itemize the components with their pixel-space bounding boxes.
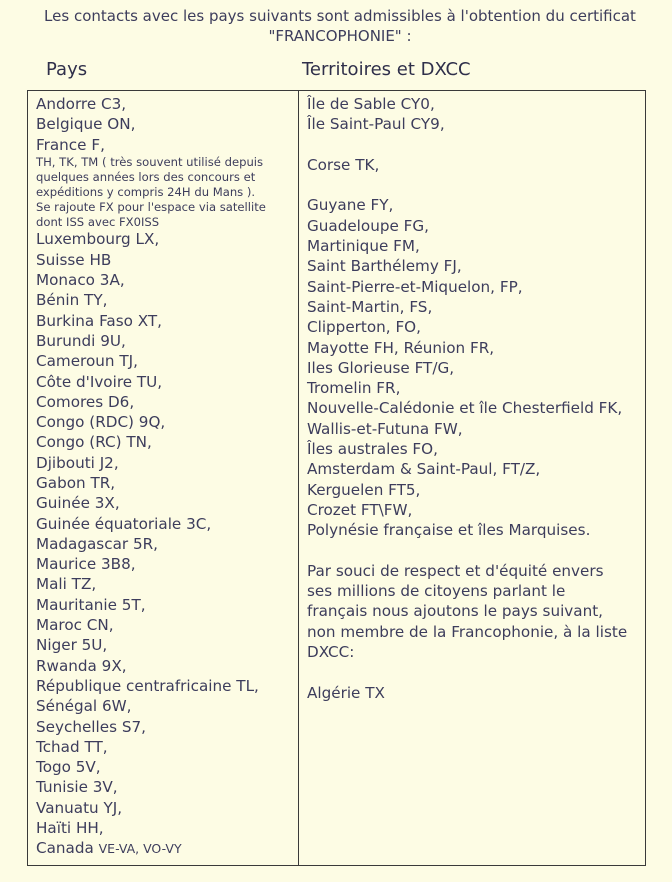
country-item: Maroc CN, [36, 616, 114, 635]
country-item: Guinée équatoriale 3C, [36, 514, 212, 533]
territory-item: Saint Barthélemy FJ, [307, 257, 462, 276]
country-item: Mauritanie 5T, [36, 595, 146, 614]
country-item: Monaco 3A, [36, 271, 125, 290]
country-item: Rwanda 9X, [36, 656, 127, 675]
territory-item: Amsterdam & Saint-Paul, FT/Z, [307, 460, 541, 479]
country-item: Sénégal 6W, [36, 697, 132, 716]
country-item: Niger 5U, [36, 636, 108, 655]
respect-line: DXCC: [307, 643, 355, 662]
territory-item: Guyane FY, [307, 196, 394, 215]
france-prefix-note [36, 155, 294, 230]
canada-prefixes: VE-VA, VO-VY [98, 841, 182, 857]
country-item: Maurice 3B8, [36, 555, 136, 574]
header-countries: Pays [46, 59, 88, 80]
respect-line: non membre de la Francophonie, à la liste [307, 622, 628, 641]
territory-item: Saint-Martin, FS, [307, 297, 433, 316]
country-item: Congo (RC) TN, [36, 433, 152, 452]
territory-item: Corse TK, [307, 155, 380, 174]
column-divider [298, 91, 299, 865]
column-headers [0, 58, 672, 86]
territory-item: Mayotte FH, Réunion FR, [307, 338, 495, 357]
canada-name: Canada [36, 839, 94, 858]
note-line: quelques années lors des concours et [36, 169, 256, 184]
territory-item: Île Saint-Paul CY9, [307, 115, 445, 134]
territory-item: Polynésie française et îles Marquises. [307, 521, 591, 540]
respect-line: Par souci de respect et d'équité envers [307, 561, 604, 580]
country-item: Belgique ON, [36, 115, 136, 134]
country-item: République centrafricaine TL, [36, 676, 259, 695]
intro-line-2: "FRANCOPHONIE" : [268, 27, 412, 45]
territory-item: Nouvelle-Calédonie et île Chesterfield FK, [307, 399, 623, 418]
country-item: Burkina Faso XT, [36, 311, 162, 330]
respect-line: ses millions de citoyens parlant le [307, 582, 566, 601]
country-item: Cameroun TJ, [36, 352, 138, 371]
spacer [307, 662, 643, 682]
country-item: Tchad TT, [36, 737, 108, 756]
country-item: Tunisie 3V, [36, 778, 118, 797]
intro-line-1: Les contacts avec les pays suivants sont admissibles à l'obtention du certificat [44, 7, 636, 25]
country-item: Djibouti J2, [36, 453, 119, 472]
country-item: Madagascar 5R, [36, 534, 158, 553]
territory-item: Tromelin FR, [307, 379, 401, 398]
note-line: dont ISS avec FX0ISS [36, 214, 160, 229]
country-item: Comores D6, [36, 392, 135, 411]
country-item: Côte d'Ivoire TU, [36, 372, 163, 391]
territory-item: Kerguelen FT5, [307, 480, 421, 499]
territory-item: Îles australes FO, [307, 440, 438, 459]
spacer [307, 541, 643, 561]
intro-text [20, 6, 660, 46]
countries-table [27, 90, 646, 866]
country-item: Seychelles S7, [36, 717, 146, 736]
territory-item: Saint-Pierre-et-Miquelon, FP, [307, 277, 523, 296]
country-item: Luxembourg LX, [36, 230, 160, 249]
territory-item: Martinique FM, [307, 237, 420, 256]
territory-item: Iles Glorieuse FT/G, [307, 358, 455, 377]
note-line: TH, TK, TM ( très souvent utilisé depuis [36, 154, 264, 169]
spacer [307, 135, 643, 155]
countries-column [36, 94, 294, 860]
country-item: Guinée 3X, [36, 494, 120, 513]
note-line: expéditions y compris 24H du Mans ). [36, 184, 256, 199]
country-item-canada [36, 838, 294, 859]
header-territories: Territoires et DXCC [302, 59, 471, 80]
territories-column [307, 94, 643, 703]
country-item: Congo (RDC) 9Q, [36, 413, 166, 432]
country-item: Gabon TR, [36, 473, 116, 492]
country-item: Burundi 9U, [36, 331, 126, 350]
territory-item: Île de Sable CY0, [307, 95, 435, 113]
country-item: France F, [36, 135, 105, 154]
country-item: Andorre C3, [36, 95, 127, 113]
country-item: Haïti HH, [36, 819, 104, 838]
country-item: Bénin TY, [36, 291, 108, 310]
extra-country: Algérie TX [307, 683, 385, 702]
country-item: Mali TZ, [36, 575, 97, 594]
territory-item: Clipperton, FO, [307, 318, 421, 337]
note-line: Se rajoute FX pour l'espace via satellite [36, 199, 266, 214]
country-item: Togo 5V, [36, 758, 101, 777]
territory-item: Crozet FT\FW, [307, 500, 413, 519]
country-item: Suisse HB [36, 250, 112, 269]
country-item: Vanuatu YJ, [36, 798, 123, 817]
territory-item: Guadeloupe FG, [307, 216, 429, 235]
respect-line: français nous ajoutons le pays suivant, [307, 602, 604, 621]
territory-item: Wallis-et-Futuna FW, [307, 419, 463, 438]
spacer [307, 175, 643, 195]
